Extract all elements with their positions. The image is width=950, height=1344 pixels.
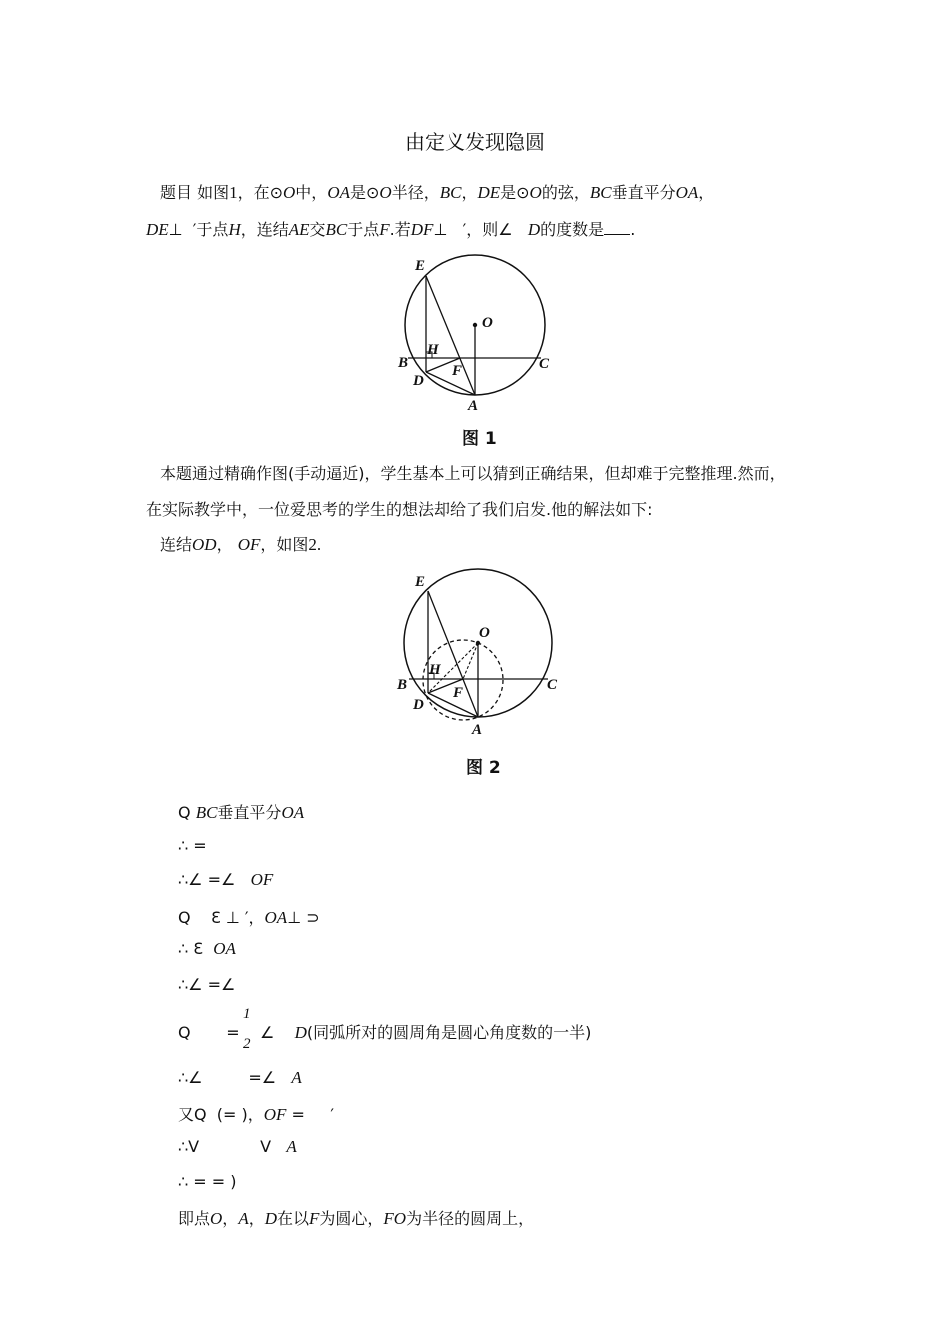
text: Q [178,1023,191,1042]
text: ，在⊙ [237,183,284,202]
text: 为半径的圆周上， [406,1209,535,1228]
math: OA [327,183,350,202]
math: O [210,1209,223,1228]
text: 即点 [178,1209,211,1228]
fig1-chord-ae [426,276,475,395]
figure-1 [390,252,560,417]
text: ⊥ [168,220,183,239]
text: V [260,1137,272,1156]
paragraph-line-3 [160,532,321,555]
text: ，连结 [240,220,289,239]
text: ∴ Ɛ [178,939,204,958]
text: (同弧所对的圆周角是圆心角度数的一半) [306,1023,592,1042]
math: FO [383,1209,407,1228]
text: (= )， [216,1105,264,1124]
text: ∠ [259,1023,275,1042]
text: Q [178,803,191,822]
fig2-label-b: B [397,677,408,693]
proof-step-5 [178,939,236,959]
proof-step-12 [178,1206,534,1229]
math: F [309,1209,320,1228]
math: D [264,1209,277,1228]
math: AE [288,220,310,239]
page-title: 由定义发现隐圆 [405,130,545,154]
text: 半径， [391,183,440,202]
math: D [294,1023,307,1042]
math: OA [281,803,305,822]
text: 交 [309,220,326,239]
math: 2. [308,535,322,554]
text: .若 [389,220,411,239]
math: BC [439,183,462,202]
math: H [228,220,241,239]
fig2-label-f: F [453,685,464,701]
math: DE [146,220,169,239]
proof-step-9 [178,1102,334,1125]
text: ， [698,183,715,202]
fig1-label-e: E [415,258,426,274]
text: ∴V [178,1137,200,1156]
text: ′，则∠ [462,220,513,239]
fig1-label-c: C [539,356,550,372]
math: A [286,1137,297,1156]
proof-step-1 [178,800,304,823]
proof-step-4 [178,905,320,928]
math: A [238,1209,249,1228]
proof-step-7 [178,1020,591,1043]
text: Ɛ ⊥ ′， [210,908,265,927]
math: O [379,183,392,202]
math: DF [410,220,434,239]
fig2-label-e: E [415,574,426,590]
text: 是⊙ [500,183,530,202]
problem-line-1 [160,180,714,203]
figure-2-caption: 图 2 [466,758,501,778]
text: = [226,1023,240,1042]
math: OF [263,1105,287,1124]
text: ∴∠ [178,1068,203,1087]
text: 的度数是 [540,220,605,239]
figure-2 [390,568,565,738]
text: ， [461,183,478,202]
text: =∠ [248,1068,277,1087]
math: DE [477,183,501,202]
proof-step-3 [178,870,273,890]
math: OA [675,183,699,202]
text: ′ [192,220,197,239]
math: O [529,183,542,202]
fig1-label-a: A [468,398,479,414]
math: BC [589,183,612,202]
text: 于点 [347,220,380,239]
text: ， [216,535,233,554]
text: 垂直平分 [611,183,676,202]
text: 题目 如图 [160,183,230,202]
text: Q [178,908,191,927]
paragraph-line-1: 本题通过精确作图(手动逼近)，学生基本上可以猜到正确结果，但却难于完整推理.然而， [160,464,786,483]
text: 在以 [277,1209,310,1228]
proof-step-10 [178,1137,297,1157]
math: OF [250,870,274,889]
fig1-label-d: D [413,373,424,389]
figure-1-caption: 图 1 [462,429,497,449]
fig2-label-d: D [413,697,424,713]
text: ⊥ [433,220,448,239]
text: ∴∠ =∠ [178,870,236,889]
text: 中， [295,183,328,202]
fraction-numerator: 1 [243,1006,251,1022]
math: 1 [229,183,238,202]
proof-step-8 [178,1068,302,1088]
fig1-label-h: H [427,342,439,358]
answer-blank [604,220,630,235]
text: 连结 [160,535,193,554]
text: = [291,1105,305,1124]
math: D [527,220,541,239]
problem-line-2 [146,217,635,240]
fig1-center-point [473,323,477,327]
fig2-label-h: H [429,662,441,678]
text: 为圆心， [319,1209,384,1228]
text: ， [248,1209,265,1228]
math: OA [213,939,236,958]
proof-step-6: ∴∠ =∠ [178,975,236,994]
fig2-seg-of [463,643,478,679]
fraction-denominator: 2 [243,1036,251,1052]
fig1-label-f: F [452,363,463,379]
text: 是⊙ [349,183,380,202]
math: A [291,1068,302,1087]
text: . [630,220,636,239]
fig1-label-b: B [398,355,409,371]
text: ， [222,1209,239,1228]
math: O [283,183,296,202]
math: BC [325,220,348,239]
text: 的弦， [541,183,590,202]
proof-step-2: ∴ = [178,836,207,855]
text: 垂直平分 [217,803,282,822]
math: OD [192,535,217,554]
text: 又Q [178,1105,207,1124]
math: F [379,220,390,239]
text: ，如图 [260,535,309,554]
fig2-label-c: C [547,677,558,693]
math: OA [264,908,288,927]
text: 于点 [196,220,229,239]
text: ′ [330,1105,335,1124]
proof-step-11: ∴ = = ) [178,1172,237,1191]
paragraph-line-2: 在实际教学中，一位爱思考的学生的想法却给了我们启发.他的解法如下: [146,500,653,519]
fig2-label-o: O [479,625,490,641]
math: OF [237,535,261,554]
fig2-center-point [476,641,480,645]
fig2-label-a: A [472,722,483,738]
math: BC [195,803,218,822]
text: ⊥ ⊃ [287,908,320,927]
fig1-label-o: O [482,315,493,331]
